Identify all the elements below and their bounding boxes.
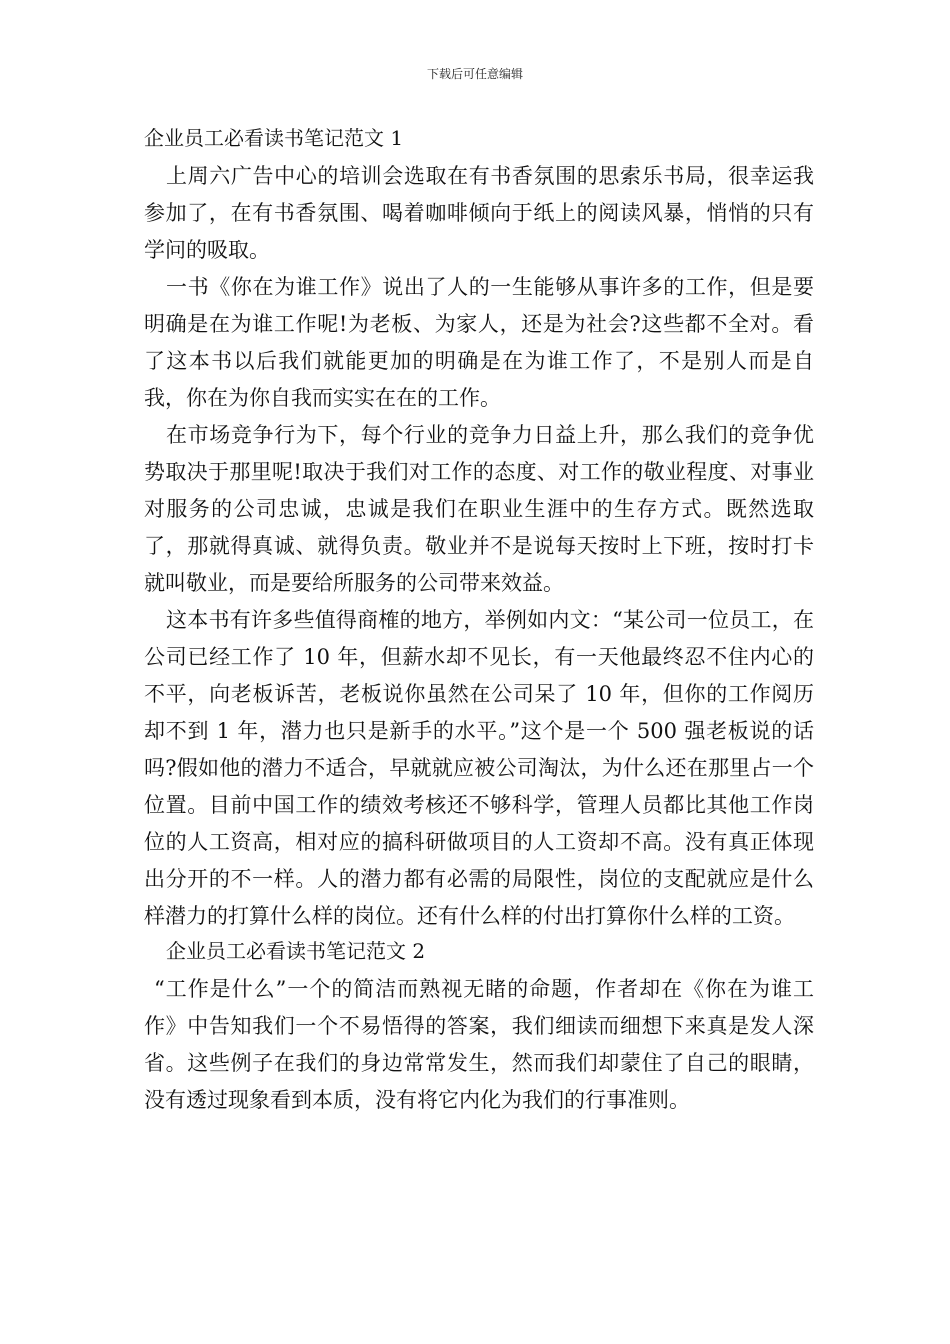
section-title-2: 企业员工必看读书笔记范文 2 (166, 939, 426, 963)
paragraph-4: 这本书有许多些值得商榷的地方，举例如内文：“某公司一位员工，在公司已经工作了 10 年，但薪水却不见长，有一天他最终忍不住内心的不平，向老板诉苦，老板说你虽然在公司呆了 10 年，但你的工作阅历却不到 1 年，潜力也只是新手的水平。”这个是一个 500 强老板说的话吗?假如他的潜力不适合，早就就应被公司淘汰，为什么还在那里占一个位置。目前中国工作的绩效考核还不够科学，管理人员都比其他工作岗位的人工资高，相对应的搞科研做项目的人工资却不高。没有真正体现出分开的不一样。人的潜力都有必需的局限性，岗位的支配就应是什么样潜力的打算什么样的岗位。还有什么样的付出打算你什么样的工资。 (144, 608, 814, 928)
page-header: 下载后可任意编辑 (426, 67, 523, 81)
paragraph-2: 一书《你在为谁工作》说出了人的一生能够从事许多的工作，但是要明确是在为谁工作呢!为老板、为家人，还是为社会?这些都不全对。看了这本书以后我们就能更加的明确是在为谁工作了，不是别人而是自我，你在为你自我而实实在在的工作。 (144, 275, 814, 410)
paragraph-3: 在市场竞争行为下，每个行业的竞争力日益上升，那么我们的竞争优势取决于那里呢!取决于我们对工作的态度、对工作的敬业程度、对事业对服务的公司忠诚，忠诚是我们在职业生涯中的生存方式。既然选取了，那就得真诚、就得负责。敬业并不是说每天按时上下班，按时打卡就叫敬业，而是要给所服务的公司带来效益。 (144, 423, 814, 595)
document-body (144, 124, 814, 1119)
section-title-1: 企业员工必看读书笔记范文 1 (144, 126, 404, 150)
paragraph-1: 上周六广告中心的培训会选取在有书香氛围的思索乐书局，很幸运我参加了，在有书香氛围、喝着咖啡倾向于纸上的阅读风暴，悄悄的只有学问的吸取。 (144, 164, 814, 262)
paragraph-5: “工作是什么”一个的简洁而熟视无睹的命题，作者却在《你在为谁工作》中告知我们一个不易悟得的答案，我们细读而细想下来真是发人深省。这些例子在我们的身边常常发生，然而我们却蒙住了自己的眼睛，没有透过现象看到本质，没有将它内化为我们的行事准则。 (144, 977, 814, 1112)
